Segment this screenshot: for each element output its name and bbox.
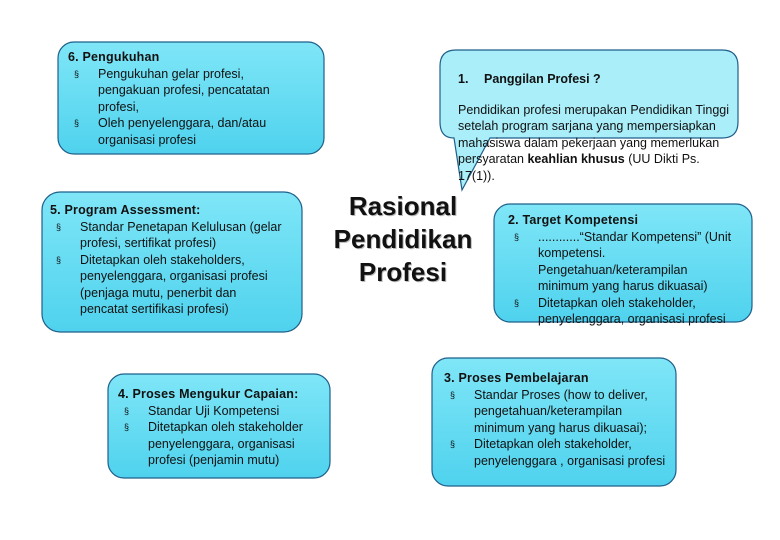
panggilan-body [458, 102, 730, 185]
proses-pembelajaran-list [444, 387, 666, 470]
target-kompetensi-box [508, 212, 736, 328]
proses-pembelajaran-box [444, 370, 666, 469]
proses-pembelajaran-title: 3. Proses Pembelajaran [444, 371, 589, 385]
panggilan-title: Panggilan Profesi ? [484, 72, 601, 86]
target-kompetensi-item: § ............“Standar Kompetensi” (Unit kompetensi. Pengetahuan/keterampilan minimum yang harus dikuasai) [508, 229, 736, 295]
program-assessment-title: 5. Program Assessment: [50, 203, 201, 217]
program-assessment-item: § Standar Penetapan Kelulusan (gelar profesi, sertifikat profesi) [50, 219, 282, 252]
target-kompetensi-item: § Ditetapkan oleh stakeholder, penyelenggara, organisasi profesi [508, 295, 736, 328]
program-assessment-item: § Ditetapkan oleh stakeholders, penyelenggara, organisasi profesi (penjaga mutu, penerbit dan pencatat sertifikasi profesi) [50, 252, 282, 318]
center-title [316, 190, 490, 289]
pengukuhan-box [68, 49, 304, 148]
program-assessment-box [50, 202, 282, 318]
target-kompetensi-list [508, 229, 736, 328]
panggilan-body-text: Pendidikan profesi merupakan Pendidikan Tinggi setelah program sarjana yang mempersiapkan mahasiswa dalam pekerjaan yang memerlukan persyaratan [458, 102, 730, 166]
panggilan-box [458, 71, 730, 184]
proses-pembelajaran-item: § Standar Proses (how to deliver, pengetahuan/keterampilan minimum yang harus dikuasai); [444, 387, 666, 437]
panggilan-body-end: (UU Dikti Ps. 17(1)). [458, 152, 700, 183]
proses-pembelajaran-item: § Ditetapkan oleh stakeholder, penyelenggara , organisasi profesi [444, 436, 666, 469]
pengukuhan-item: § Pengukuhan gelar profesi, pengakuan profesi, pencatatan profesi, [68, 66, 304, 116]
target-kompetensi-title: 2. Target Kompetensi [508, 213, 639, 227]
pengukuhan-list [68, 66, 304, 149]
panggilan-number: 1. [458, 72, 469, 86]
proses-mengukur-list [118, 403, 328, 469]
proses-mengukur-item: § Standar Uji Kompetensi [118, 403, 328, 420]
center-title-line: Rasional [348, 191, 458, 221]
panggilan-body-bold: keahlian khusus [527, 152, 625, 166]
pengukuhan-title: 6. Pengukuhan [68, 50, 160, 64]
pengukuhan-item: § Oleh penyelenggara, dan/atau organisasi profesi [68, 115, 304, 148]
program-assessment-list [50, 219, 282, 318]
proses-mengukur-title: 4. Proses Mengukur Capaian: [118, 387, 299, 401]
panggilan-heading [458, 71, 730, 88]
proses-mengukur-item: § Ditetapkan oleh stakeholder penyelenggara, organisasi profesi (penjamin mutu) [118, 419, 328, 469]
proses-mengukur-box [118, 386, 328, 469]
center-title-line: Pendidikan [333, 224, 473, 254]
center-title-line: Profesi [358, 257, 448, 287]
